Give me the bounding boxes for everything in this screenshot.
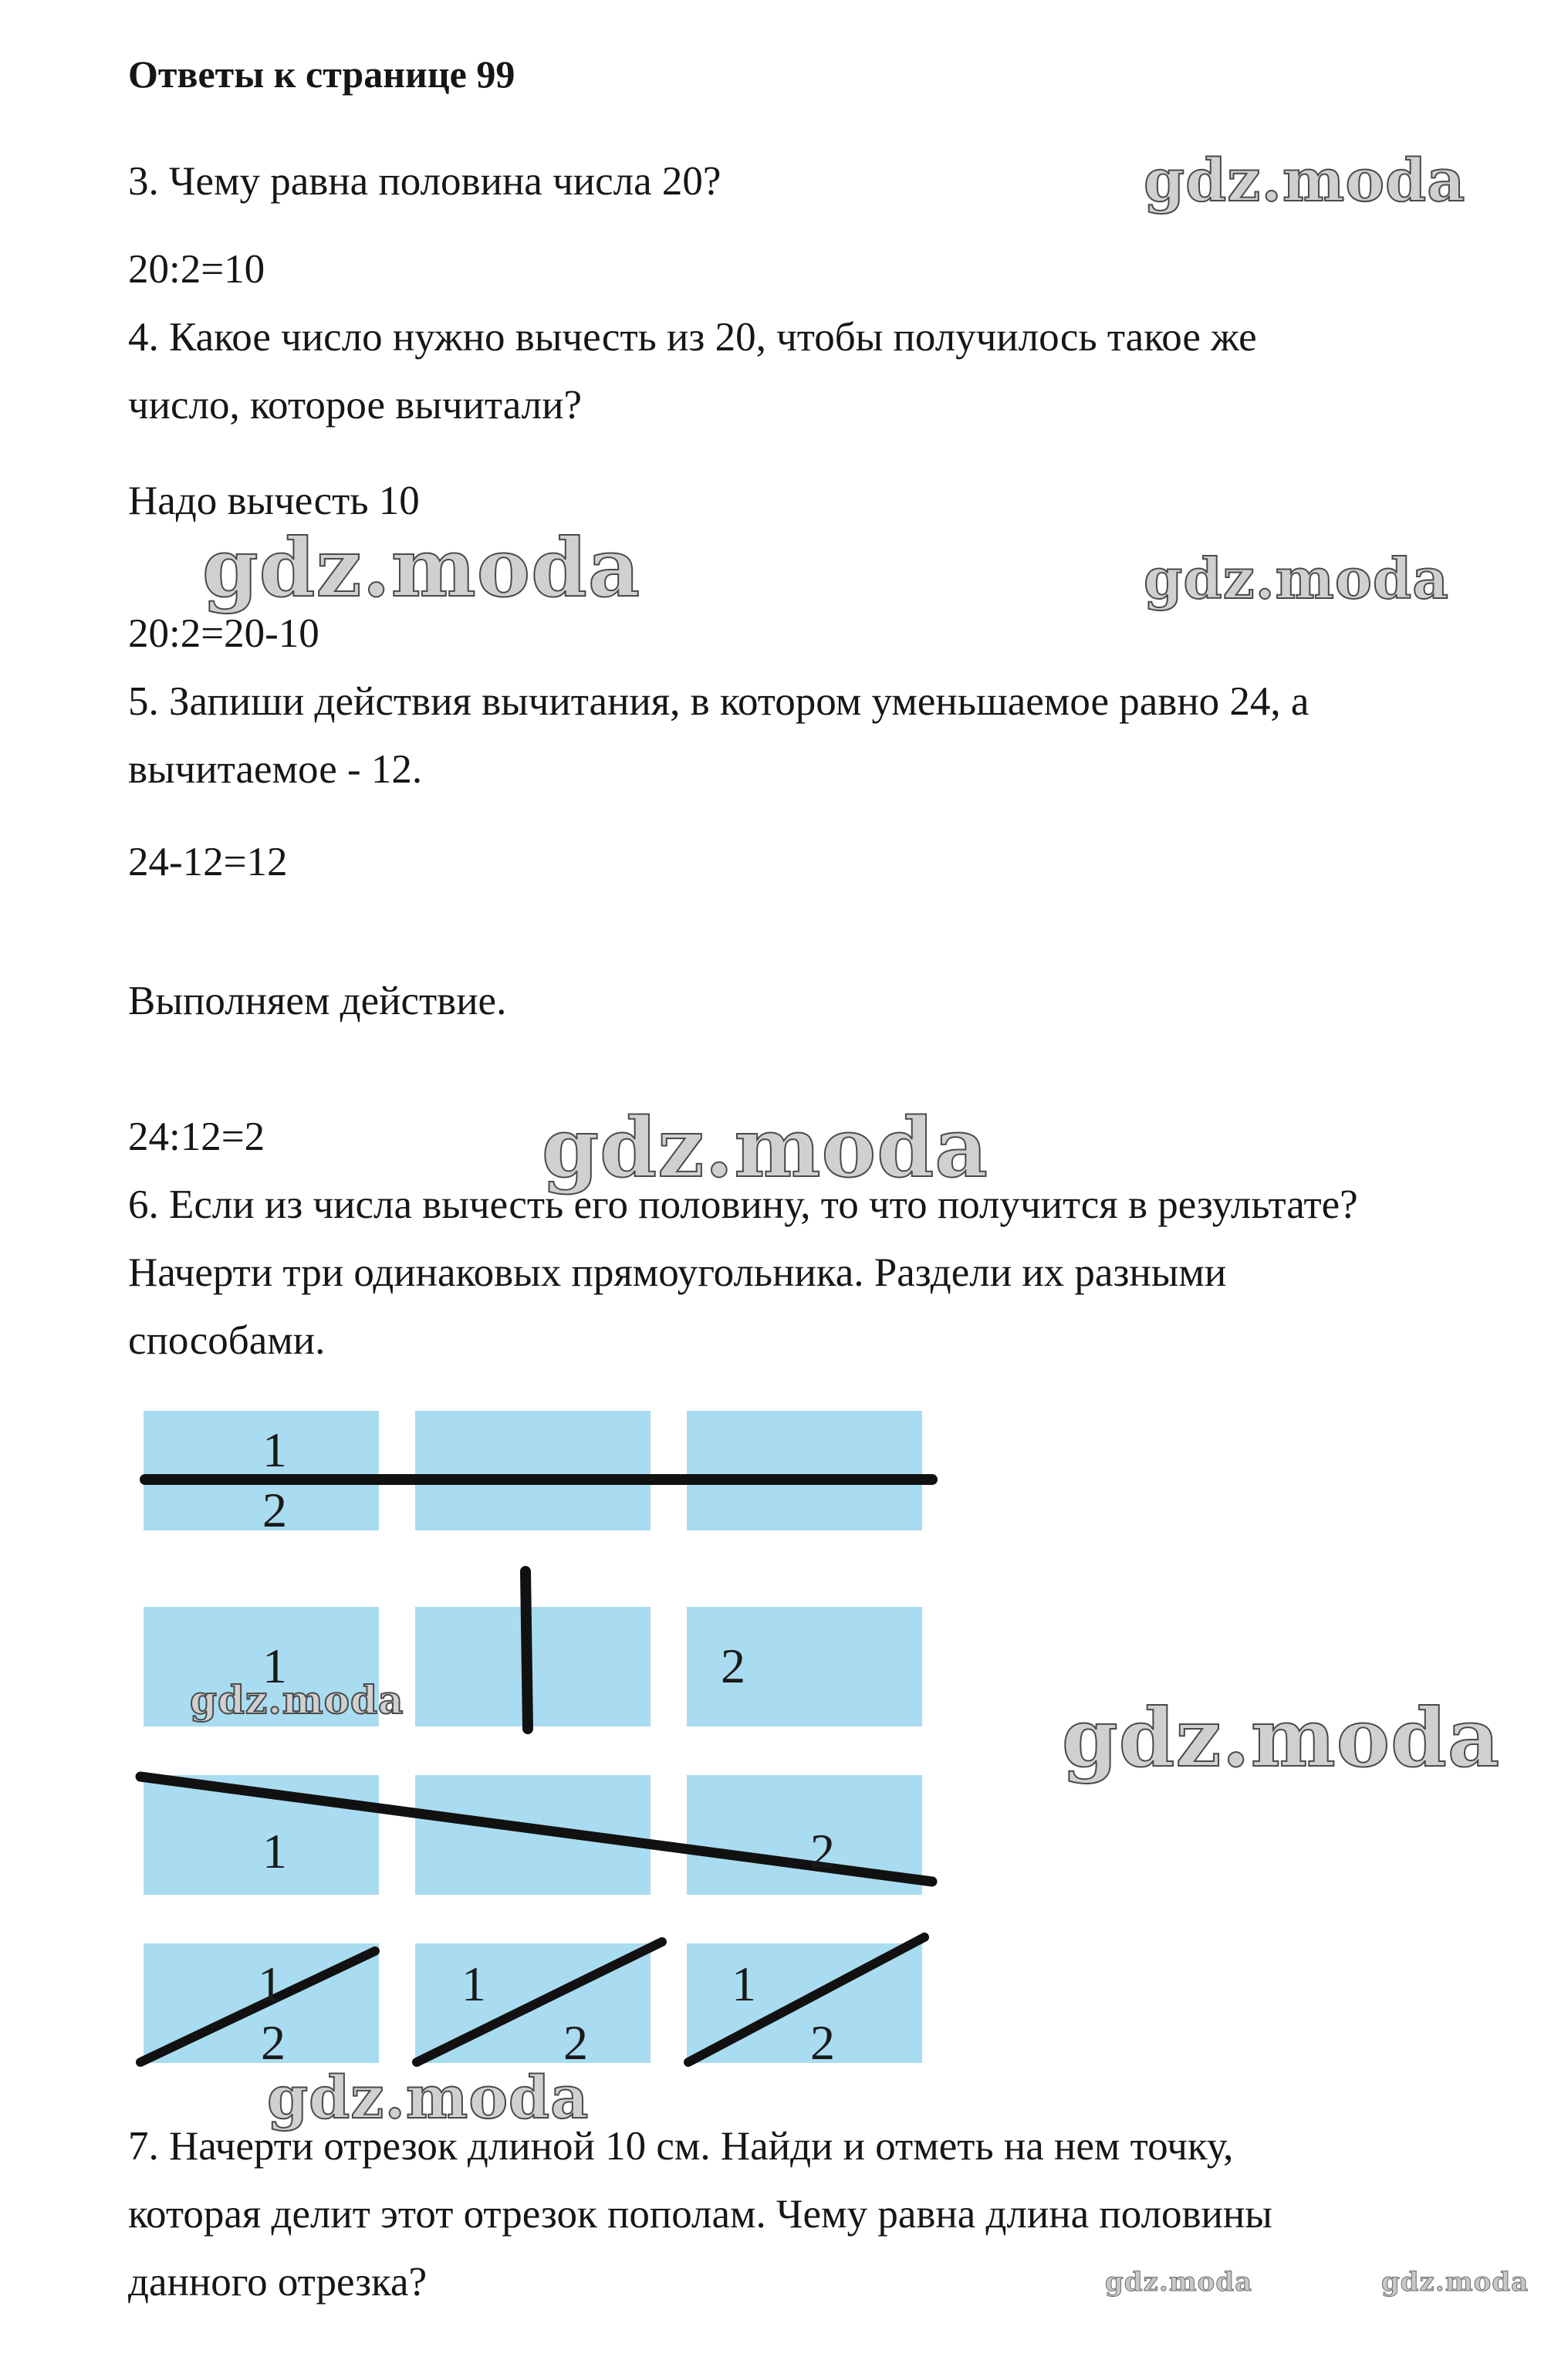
row3-label-right: 2 (810, 1824, 835, 1879)
answer-5-equation-2: 24:12=2 (128, 1114, 265, 1159)
watermark-4: gdz.moda (542, 1099, 988, 1195)
rect-row1-b (415, 1411, 651, 1530)
question-6-line-2: Начерти три одинаковых прямоугольника. Раздели их разными (128, 1250, 1227, 1295)
question-7-line-2: которая делит этот отрезок пополам. Чему равна длина половины (128, 2192, 1272, 2237)
watermark-2: gdz.moda (202, 520, 641, 615)
question-7-line-1: 7. Начерти отрезок длиной 10 см. Найди и отметь на нем точку, (128, 2124, 1234, 2169)
watermark-9: gdz.moda (1381, 2267, 1529, 2298)
row1-label-top: 1 (262, 1422, 287, 1477)
watermark-6: gdz.moda (190, 1677, 404, 1723)
watermark-1: gdz.moda (1144, 146, 1466, 215)
question-4-line-2: число, которое вычитали? (128, 383, 583, 428)
watermark-3: gdz.moda (1144, 546, 1449, 611)
row4c-label-top: 1 (732, 1956, 756, 2011)
question-6-line-1: 6. Если из числа вычесть его половину, то что получится в результате? (128, 1182, 1358, 1227)
watermark-5: gdz.moda (1062, 1690, 1501, 1785)
question-7-line-3: данного отрезка? (128, 2260, 427, 2305)
row4b-label-top: 1 (461, 1956, 486, 2011)
rectangles-figure (130, 1397, 949, 2082)
rect-row1-a (144, 1411, 379, 1530)
watermark-8: gdz.moda (1105, 2267, 1253, 2298)
row4b-label-bottom: 2 (563, 2015, 588, 2070)
answer-5-equation-1: 24-12=12 (128, 840, 288, 884)
row3-label-left: 1 (262, 1824, 287, 1879)
row1-label-bottom: 2 (262, 1483, 287, 1537)
row4a-label-top: 1 (258, 1956, 282, 2011)
row4c-label-bottom: 2 (810, 2015, 835, 2070)
answer-4-text: Надо вычесть 10 (128, 479, 420, 523)
answer-4-equation: 20:2=20-10 (128, 611, 319, 656)
row2-vertical-divider (525, 1571, 528, 1729)
rect-row1-c (687, 1411, 922, 1530)
question-5-line-2: вычитаемое - 12. (128, 747, 423, 792)
question-6-line-3: способами. (128, 1318, 326, 1363)
watermark-7: gdz.moda (267, 2063, 590, 2132)
page-title: Ответы к странице 99 (128, 52, 515, 96)
row2-label-right: 2 (721, 1638, 745, 1693)
question-3: 3. Чему равна половина числа 20? (128, 159, 721, 204)
answer-5-text: Выполняем действие. (128, 979, 507, 1023)
question-4-line-1: 4. Какое число нужно вычесть из 20, чтобы получилось такое же (128, 315, 1257, 360)
row4a-label-bottom: 2 (261, 2015, 286, 2070)
answer-3: 20:2=10 (128, 247, 265, 292)
question-5-line-1: 5. Запиши действия вычитания, в котором уменьшаемое равно 24, а (128, 679, 1309, 724)
row2-label-left: 1 (262, 1638, 287, 1693)
